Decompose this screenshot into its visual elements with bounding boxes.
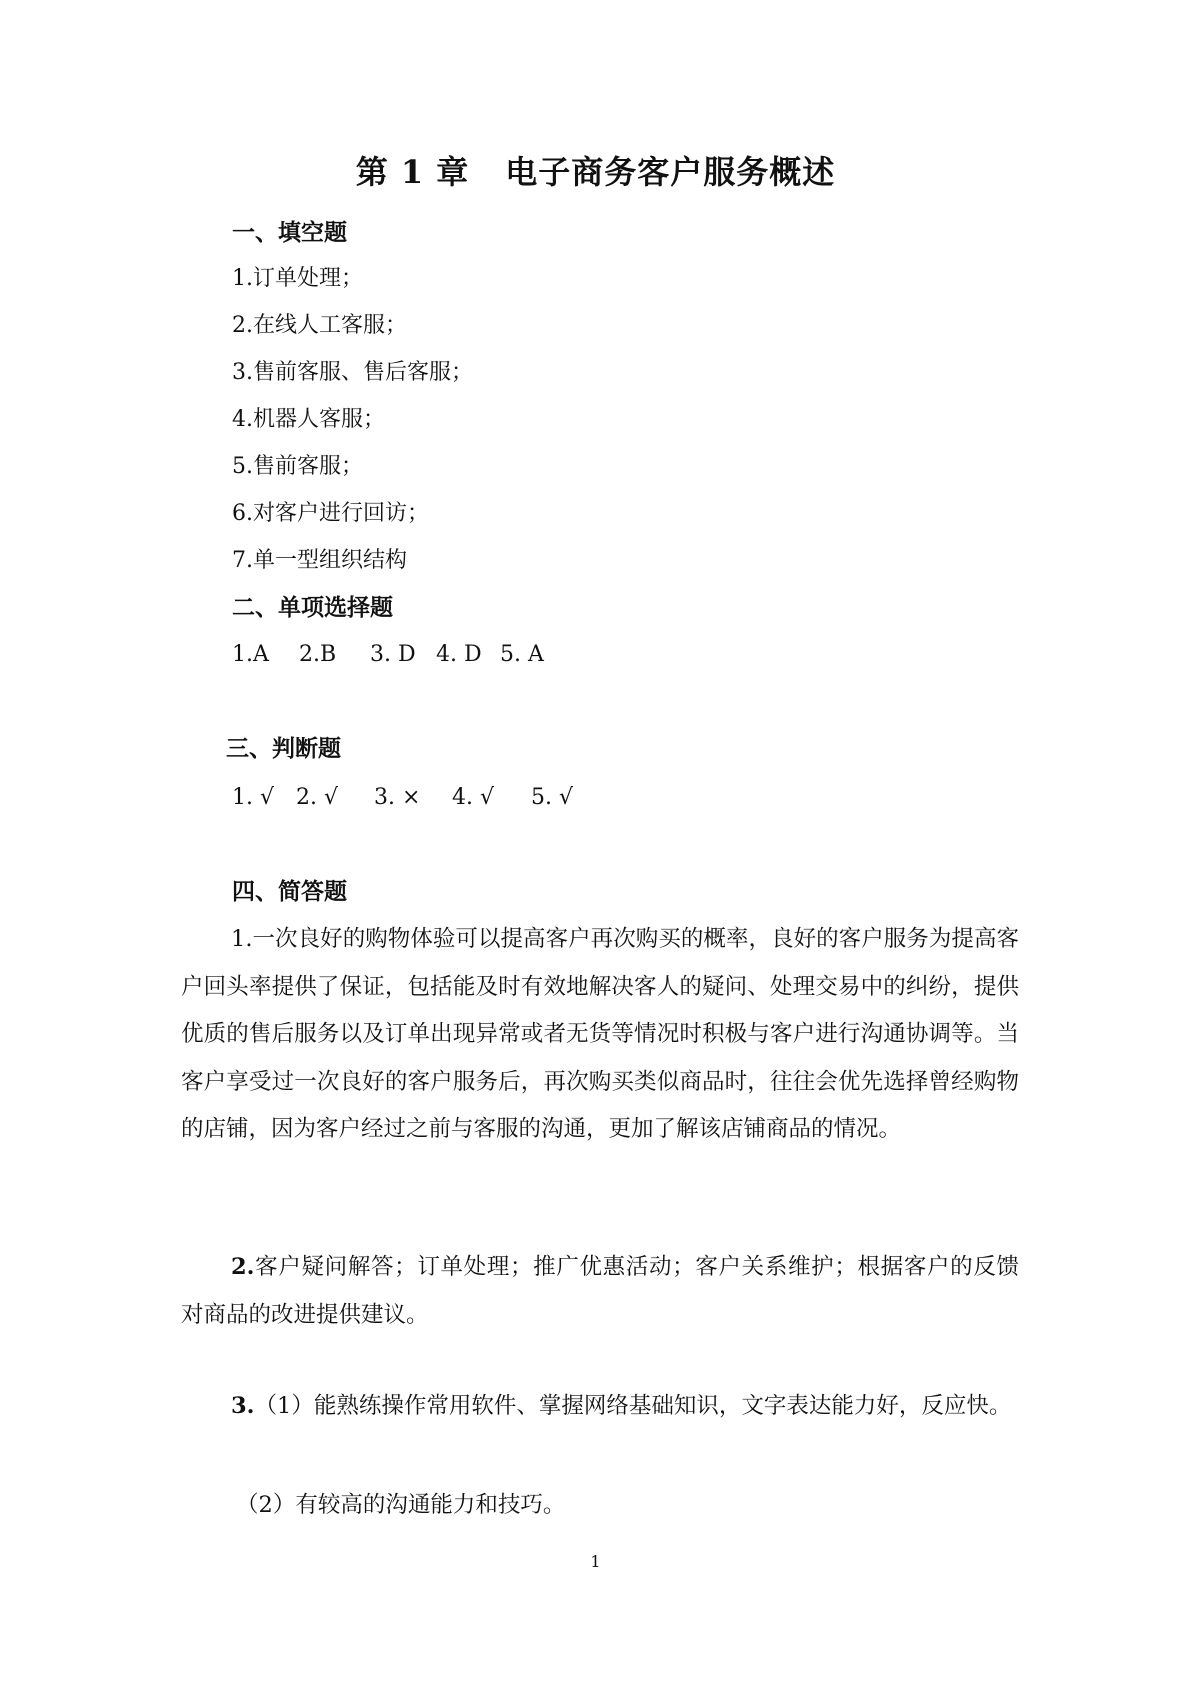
short-answer-3-part-2: （2）有较高的沟通能力和技巧。 [236,1492,566,1518]
judgment-answer: 4. √ [452,785,495,810]
choice-answer: 3. D [370,642,416,667]
fill-blank-item: 3.售前客服、售后客服； [232,360,473,385]
fill-blank-item: 5.售前客服； [232,454,363,479]
fill-blank-item: 7.单一型组织结构 [232,548,407,573]
section-heading-single-choice: 二、单项选择题 [232,594,393,621]
judgment-answer: 2. √ [296,785,339,810]
choice-answer: 5. A [500,642,544,667]
chapter-name: 电子商务客户服务概述 [505,153,836,191]
short-answer-2 [181,1244,1019,1339]
single-choice-answers [232,640,544,670]
fill-blank-item: 2.在线人工客服； [232,313,407,338]
section-heading-short-answer: 四、简答题 [232,878,347,905]
question-number: 3. [231,1393,255,1419]
short-answer-3 [181,1383,1019,1431]
fill-blank-item: 4.机器人客服； [232,407,385,432]
page-number: 1 [590,1552,601,1571]
fill-blank-item: 1.订单处理； [232,266,363,291]
choice-answer: 2.B [299,642,337,667]
answer-text: （1）能熟练操作常用软件、掌握网络基础知识，文字表达能力好，反应快。 [254,1393,1012,1419]
judgment-answer: 5. √ [531,785,574,810]
short-answer-1: 1.一次良好的购物体验可以提高客户再次购买的概率，良好的客户服务为提高客户回头率提供了保证，包括能及时有效地解决客人的疑问、处理交易中的纠纷，提供优质的售后服务以及订单出现异常或者无货等情况时积极与客户进行沟通协调等。当客户享受过一次良好的客户服务后，再次购买类似商品时，往往会优先选择曾经购物的店铺，因为客户经过之前与客服的沟通，更加了解该店铺商品的情况。 [181,926,1019,1142]
judgment-answer: 1. √ [232,785,275,810]
chapter-number: 第 1 章 [355,153,470,191]
judgment-answer: 3. × [374,785,421,810]
section-heading-true-false: 三、判断题 [226,735,341,762]
question-number: 2. [231,1254,255,1280]
answer-text: 客户疑问解答；订单处理；推广优惠活动；客户关系维护；根据客户的反馈对商品的改进提供建议。 [181,1254,1019,1328]
fill-blank-item: 6.对客户进行回访； [232,501,429,526]
choice-answer: 4. D [436,642,482,667]
chapter-title [0,152,1191,192]
section-heading-fill-blank: 一、填空题 [232,219,347,246]
choice-answer: 1.A [232,642,269,667]
true-false-answers [232,783,573,813]
